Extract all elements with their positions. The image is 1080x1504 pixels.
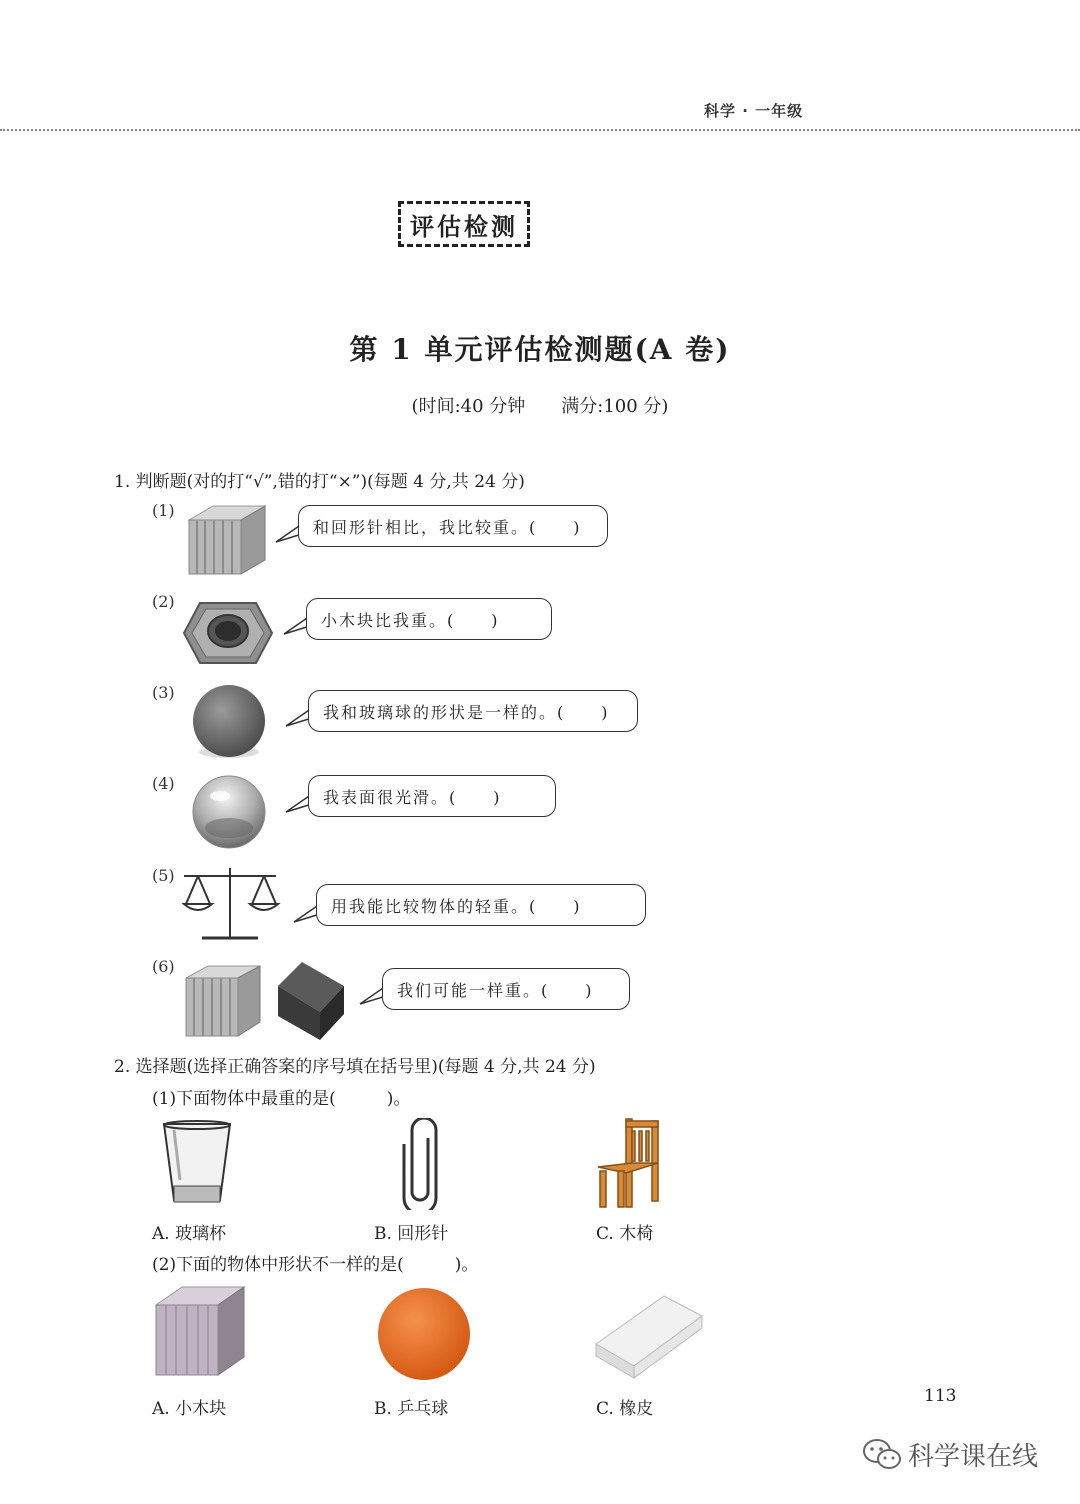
speech-bubble: 小木块比我重。( ): [306, 598, 552, 640]
eraser-icon: [594, 1290, 704, 1380]
ball-icon: [190, 684, 268, 760]
question-number: (1): [152, 501, 175, 520]
two-cubes-icon: [182, 960, 352, 1042]
question-stem: (2)下面的物体中形状不一样的是( )。: [152, 1255, 479, 1275]
header-subject: 科学 · 一年级: [704, 102, 804, 120]
option-b: B. 回形针: [374, 1224, 449, 1244]
glass-cup-icon: [160, 1120, 234, 1210]
ping-pong-ball-icon: [376, 1288, 472, 1382]
wood-block-icon: [183, 502, 271, 578]
question-number: (4): [152, 774, 175, 793]
speech-bubble: 我和玻璃球的形状是一样的。( ): [308, 690, 638, 732]
question-number: (5): [152, 866, 175, 885]
section2-heading: 2. 选择题(选择正确答案的序号填在括号里)(每题 4 分,共 24 分): [114, 1057, 596, 1077]
header-divider: [0, 129, 1080, 131]
watermark-text: 科学课在线: [908, 1442, 1039, 1472]
watermark: [862, 1436, 1038, 1473]
balance-scale-icon: [180, 864, 282, 946]
option-b: B. 乒乓球: [374, 1399, 449, 1419]
speech-bubble: 我表面很光滑。( ): [308, 775, 556, 817]
question-number: (6): [152, 957, 175, 976]
section-badge: 评估检测: [398, 201, 530, 247]
question-number: (3): [152, 683, 175, 702]
question-stem: (1)下面物体中最重的是( )。: [152, 1089, 411, 1109]
page-title: 第 1 单元评估检测题(A 卷): [349, 333, 731, 366]
page-subtitle: (时间:40 分钟 满分:100 分): [411, 396, 669, 417]
page-number: 113: [924, 1386, 957, 1406]
option-c: C. 木椅: [596, 1224, 654, 1244]
speech-bubble: 我们可能一样重。( ): [382, 968, 630, 1010]
question-number: (2): [152, 592, 175, 611]
section1-heading: 1. 判断题(对的打“√”,错的打“×”)(每题 4 分,共 24 分): [114, 472, 525, 492]
option-a: A. 小木块: [152, 1399, 227, 1419]
wechat-icon: [862, 1438, 902, 1472]
glass-marble-icon: [190, 774, 268, 852]
nut-icon: [182, 597, 274, 669]
paper-clip-icon: [400, 1118, 440, 1210]
option-a: A. 玻璃杯: [152, 1224, 227, 1244]
wooden-chair-icon: [596, 1117, 660, 1209]
speech-bubble: 用我能比较物体的轻重。( ): [316, 884, 646, 926]
speech-bubble: 和回形针相比，我比较重。( ): [298, 505, 608, 547]
wood-block-icon: [152, 1283, 248, 1379]
option-c: C. 橡皮: [596, 1399, 654, 1419]
